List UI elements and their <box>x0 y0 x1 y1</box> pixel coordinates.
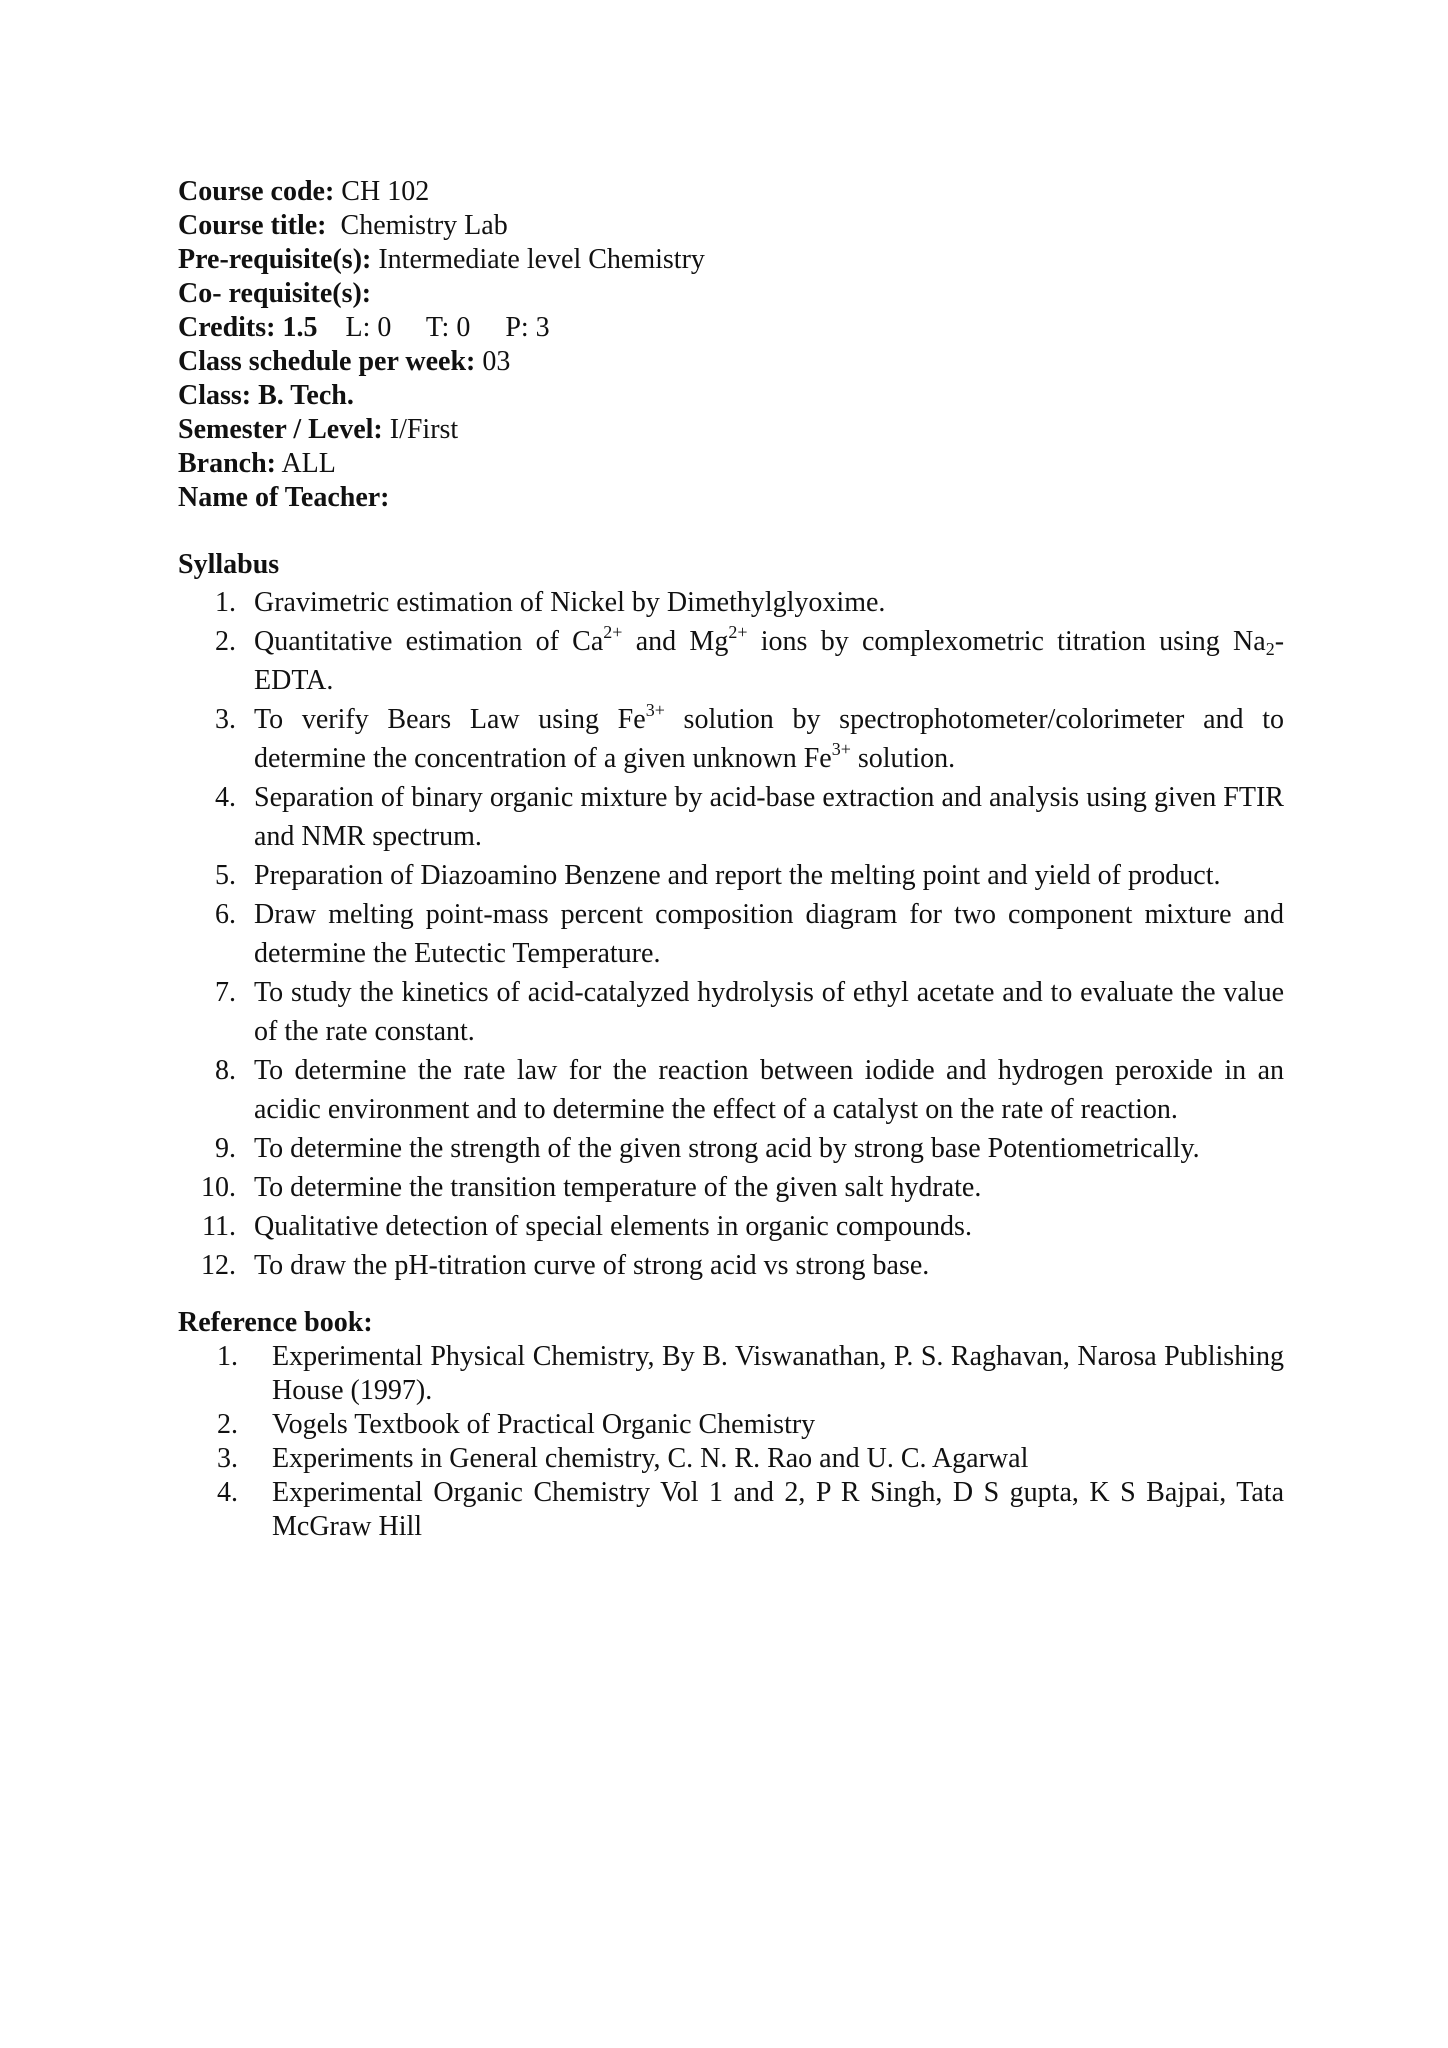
corequisites: Co- requisite(s): <box>178 278 372 309</box>
list-item: 3. To verify Bears Law using $Fe^{3+}$ solution by spectrophotometer/colorimeter and to determine the concentration of a given unknown $Fe^{3+}$ solution. <box>215 700 1284 774</box>
list-item: 1. Gravimetric estimation of Nickel by Dimethylglyoxime. <box>215 587 886 618</box>
class: Class: B. Tech. <box>178 380 354 411</box>
list-item: 9. To determine the strength of the given strong acid by strong base Potentiometrically. <box>215 1133 1200 1164</box>
course-info <box>178 175 1284 515</box>
list-item: 2. Quantitative estimation of $Ca^{2+}$ and $Mg^{2+}$ ions by complexometric titration using $Na_2$-EDTA. <box>215 622 1285 696</box>
list-item: 10. To determine the transition temperature of the given salt hydrate. <box>201 1172 982 1203</box>
syllabus-list <box>178 583 1284 1285</box>
list-item: 4. Experimental Organic Chemistry Vol 1 and 2, P R Singh, D S gupta, K S Bajpai, Tata McGraw Hill <box>217 1477 1284 1542</box>
teacher-name: Name of Teacher: <box>178 482 390 513</box>
list-item: 8. To determine the rate law for the reaction between iodide and hydrogen peroxide in an acidic environment and to determine the effect of a catalyst on the rate of reaction. <box>215 1055 1284 1125</box>
course-title: Course title: Chemistry Lab <box>178 210 508 241</box>
list-item: 3. Experiments in General chemistry, C. N. R. Rao and U. C. Agarwal <box>217 1443 1029 1474</box>
course-code: Course code: CH 102 <box>178 176 430 207</box>
list-item: 12. To draw the pH-titration curve of strong acid vs strong base. <box>201 1250 930 1281</box>
prerequisites: Pre-requisite(s): Intermediate level Chemistry <box>178 244 705 275</box>
branch: Branch: ALL <box>178 448 336 479</box>
credits: Credits: 1.5 L: 0 T: 0 P: 3 <box>178 312 550 343</box>
list-item: 2. Vogels Textbook of Practical Organic Chemistry <box>217 1409 816 1440</box>
list-item: 11. Qualitative detection of special elements in organic compounds. <box>202 1211 972 1242</box>
list-item: 7. To study the kinetics of acid-catalyzed hydrolysis of ethyl acetate and to evaluate the value of the rate constant. <box>215 977 1284 1047</box>
list-item: 4. Separation of binary organic mixture by acid-base extraction and analysis using given FTIR and NMR spectrum. <box>215 782 1284 852</box>
list-item: 6. Draw melting point-mass percent composition diagram for two component mixture and determine the Eutectic Temperature. <box>215 899 1284 969</box>
reference-list <box>178 1340 1284 1544</box>
class-schedule: Class schedule per week: 03 <box>178 346 511 377</box>
semester-level: Semester / Level: I/First <box>178 414 459 445</box>
list-item: 1. Experimental Physical Chemistry, By B. Viswanathan, P. S. Raghavan, Narosa Publishing House (1997). <box>217 1341 1284 1406</box>
syllabus-heading: Syllabus <box>178 549 280 580</box>
list-item: 5. Preparation of Diazoamino Benzene and report the melting point and yield of product. <box>215 860 1221 891</box>
reference-heading: Reference book: <box>178 1307 373 1338</box>
